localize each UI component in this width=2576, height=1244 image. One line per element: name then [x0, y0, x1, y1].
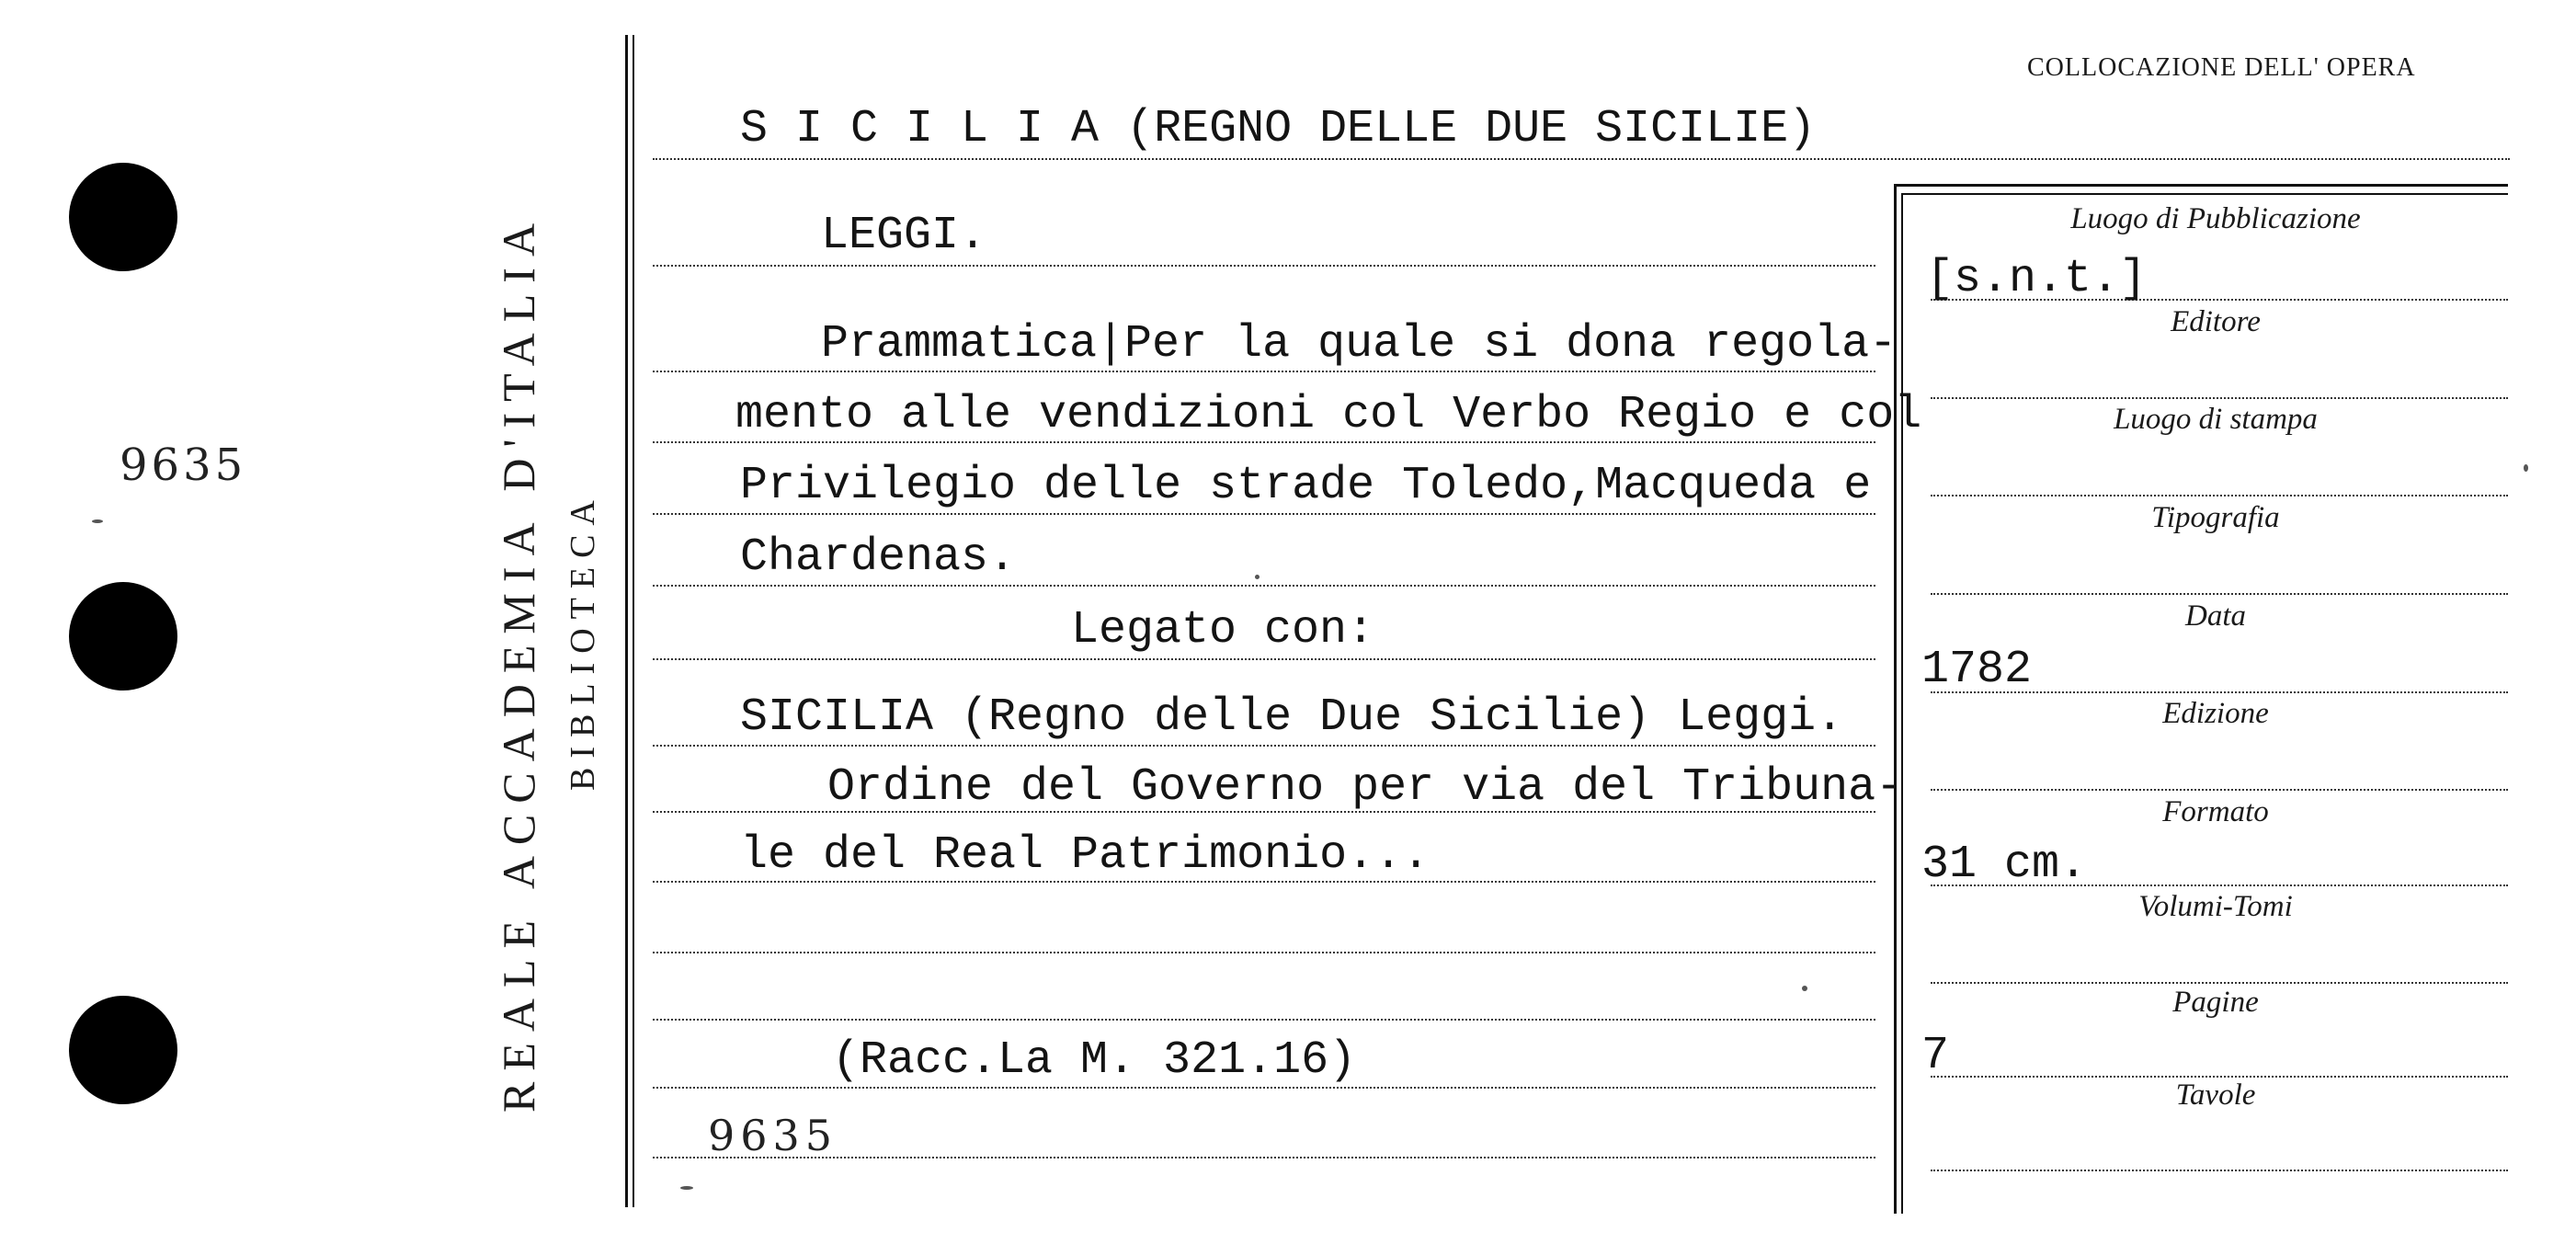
fields-top-rule [1894, 184, 2508, 187]
entry-heading: S I C I L I A (REGNO DELLE DUE SICILIE) [740, 103, 1817, 155]
ruled-line [653, 158, 2510, 160]
entry-line-8: le del Real Patrimonio... [740, 829, 1430, 882]
field-value-data: 1782 [1921, 644, 2033, 696]
left-margin-number: 9635 [120, 439, 247, 491]
field-label-pagine: Pagine [2172, 986, 2259, 1019]
field-label-formato: Formato [2162, 795, 2269, 828]
scan-speck [1255, 575, 1260, 579]
scan-speck [92, 519, 103, 523]
scan-speck [2524, 464, 2528, 472]
ruled-line [653, 513, 1875, 515]
bottom-inventory-number: 9635 [708, 1111, 838, 1160]
ruled-line [653, 265, 1875, 267]
ruled-line [653, 1019, 1875, 1021]
entry-line-7: Ordine del Governo per via del Tribuna- [827, 761, 1904, 814]
field-ruled-line [1931, 593, 2508, 595]
punch-hole-bottom [69, 996, 177, 1104]
scan-speck [1802, 986, 1807, 991]
field-ruled-line [1931, 982, 2508, 984]
library-subtitle-vertical: BIBLIOTECA [564, 491, 602, 791]
field-value-luogo-pubblicazione: [s.n.t.] [1926, 253, 2148, 305]
field-ruled-line [1931, 1170, 2508, 1171]
field-ruled-line [1931, 789, 2508, 791]
field-label-volumi-tomi: Volumi-Tomi [2138, 890, 2293, 923]
field-label-tipografia: Tipografia [2151, 501, 2280, 534]
entry-line-3: Privilegio delle strade Toledo,Macqueda e [740, 460, 1872, 512]
left-border-rule-inner [633, 35, 634, 1207]
entry-line-4: Chardenas. [740, 531, 1017, 584]
ruled-line [653, 441, 1875, 443]
field-label-luogo-stampa: Luogo di stampa [2114, 403, 2318, 436]
ruled-line [653, 371, 1875, 372]
institution-title-vertical: REALE ACCADEMIA D'ITALIA [493, 211, 544, 1113]
entry-call-number: (Racc.La M. 321.16) [832, 1034, 1357, 1087]
ruled-line [653, 1087, 1875, 1089]
field-label-edizione: Edizione [2162, 697, 2269, 730]
entry-subheading: LEGGI. [821, 210, 987, 262]
field-value-formato: 31 cm. [1921, 839, 2088, 891]
scan-speck [680, 1186, 693, 1190]
collocazione-label: COLLOCAZIONE DELL' OPERA [2027, 53, 2416, 82]
field-label-tavole: Tavole [2175, 1079, 2256, 1112]
field-value-pagine: 7 [1921, 1030, 1950, 1082]
left-border-rule [625, 35, 628, 1207]
field-ruled-line [1931, 1076, 2508, 1078]
field-ruled-line [1931, 495, 2508, 496]
ruled-line [653, 585, 1875, 587]
punch-hole-top [69, 163, 177, 271]
entry-line-2: mento alle vendizioni col Verbo Regio e col [735, 389, 1922, 441]
punch-hole-middle [69, 582, 177, 690]
ruled-line [653, 952, 1875, 953]
field-label-data: Data [2185, 599, 2246, 633]
fields-border-rule-inner [1901, 193, 1903, 1214]
fields-top-rule-inner [1901, 193, 2508, 195]
field-label-editore: Editore [2171, 305, 2261, 338]
field-ruled-line [1931, 397, 2508, 399]
ruled-line [653, 658, 1875, 660]
ruled-line [653, 745, 1875, 747]
entry-line-6: SICILIA (Regno delle Due Sicilie) Leggi. [740, 691, 1844, 744]
field-label-luogo-pubblicazione: Luogo di Pubblicazione [2070, 202, 2361, 235]
entry-line-1: Prammatica|Per la quale si dona regola- [821, 318, 1898, 371]
entry-line-5: Legato con: [1071, 604, 1375, 656]
